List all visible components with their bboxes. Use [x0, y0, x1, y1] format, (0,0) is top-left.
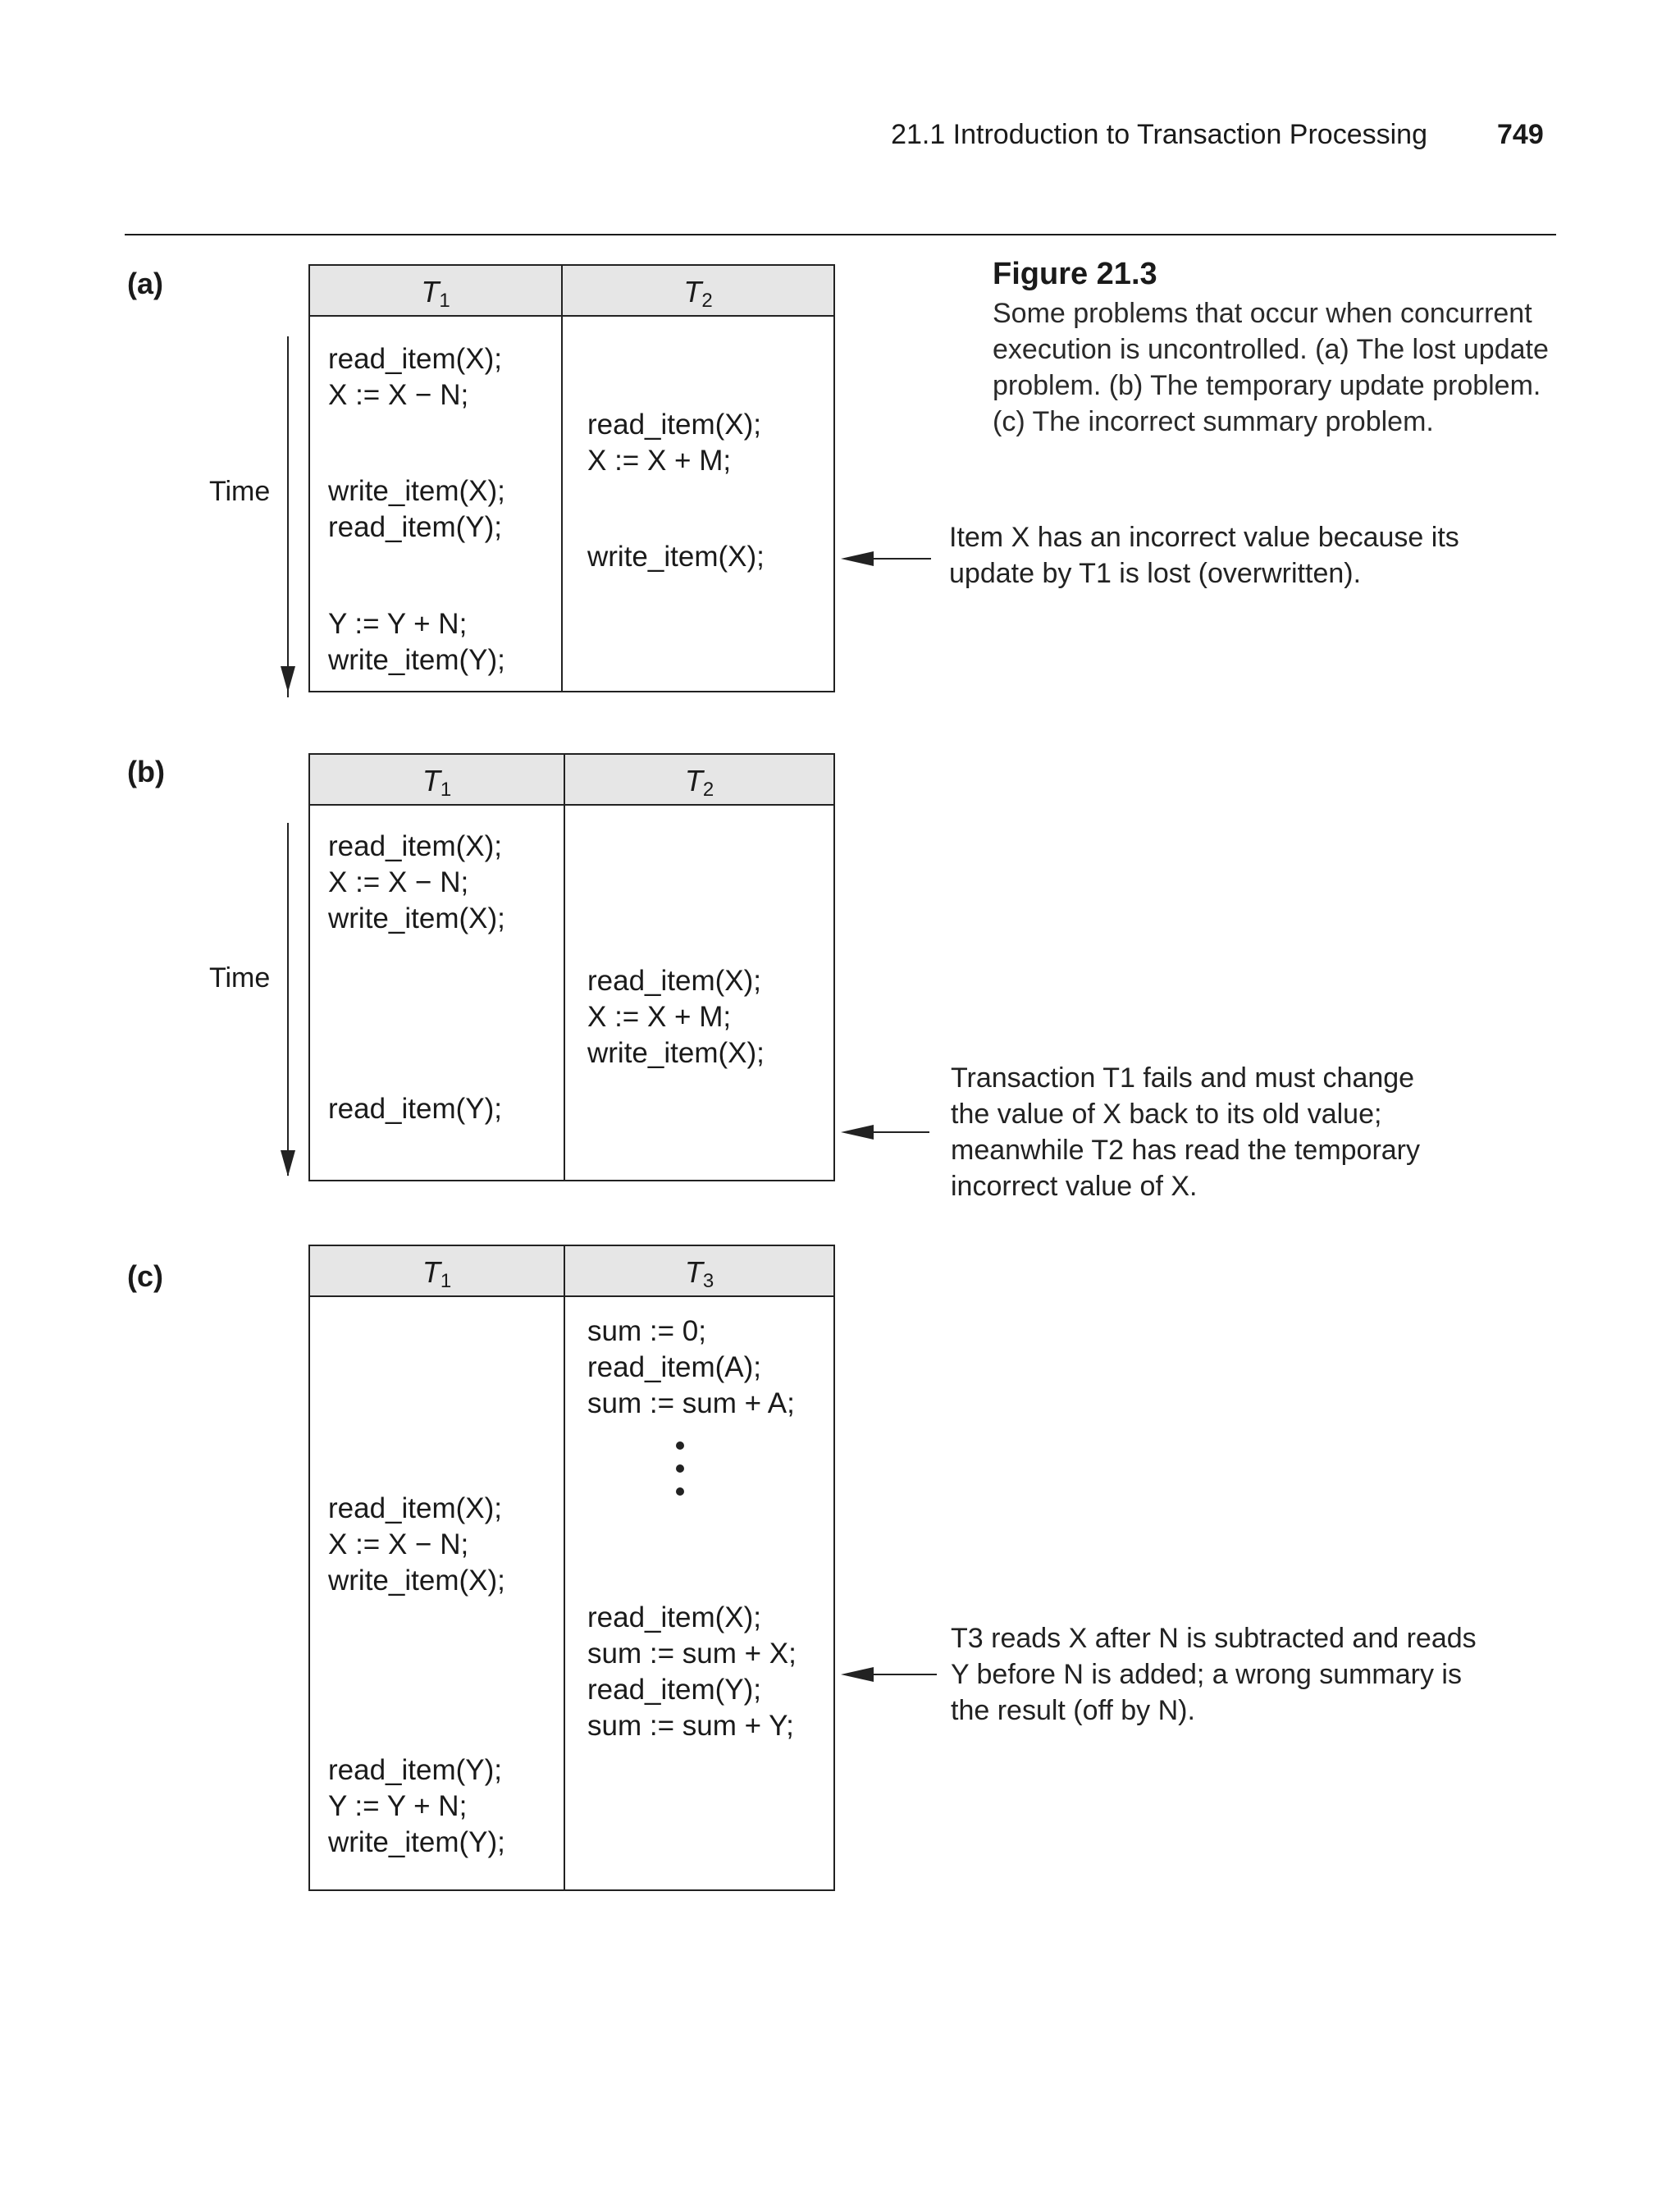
panel-b-time-label: Time: [209, 962, 271, 994]
panel-c-pointer-arrowhead: [841, 1667, 874, 1682]
panel-b-header-t2: $T_2$: [684, 764, 714, 801]
panel-b-label: (b): [127, 755, 165, 788]
panel-c-t1-ops-1: read_item(X); X := X − N; write_item(X);: [328, 1492, 505, 1597]
panel-b-t2-ops-1: read_item(X); X := X + M; write_item(X);: [587, 965, 765, 1069]
panel-a-time-arrowhead: [281, 666, 295, 692]
panel-a-label: (a): [127, 267, 163, 300]
ellipsis-dot: [676, 1441, 684, 1450]
panel-a-t2-ops-2: write_item(X);: [587, 541, 765, 573]
panel-b-schedule-table: [308, 753, 835, 1181]
running-title: 21.1 Introduction to Transaction Processing: [891, 119, 1427, 150]
panel-c-schedule-table: [308, 1245, 835, 1891]
panel-c-column-divider: [564, 1246, 565, 1889]
figure-title: Figure 21.3: [993, 257, 1157, 291]
panel-b-time-arrowhead: [281, 1150, 295, 1176]
panel-a-t1-ops-1: read_item(X); X := X − N;: [328, 343, 503, 411]
panel-a-pointer-arrowhead: [841, 551, 874, 566]
panel-c-t1-ops-2: read_item(Y); Y := Y + N; write_item(Y);: [328, 1754, 505, 1858]
panel-b-column-divider: [564, 755, 565, 1180]
panel-b-time-axis: [287, 823, 289, 1176]
panel-b-header-t1: $T_1$: [422, 764, 452, 801]
panel-a-t2-ops-1: read_item(X); X := X + M;: [587, 409, 762, 477]
panel-c-header-t3: $T_3$: [684, 1255, 714, 1292]
panel-a-schedule-table: [308, 264, 835, 692]
panel-c-note: T3 reads X after N is subtracted and reads Y before N is added; a wrong summary is the result (off by N).: [951, 1623, 1477, 1726]
ellipsis-dot: [676, 1464, 684, 1473]
panel-a-column-divider: [561, 266, 563, 691]
figure-caption: Some problems that occur when concurrent execution is uncontrolled. (a) The lost update problem. (b) The temporary update problem. (c) The incorrect summary problem.: [993, 298, 1549, 437]
header-rule: [125, 234, 1556, 235]
panel-a-note: Item X has an incorrect value because its update by T1 is lost (overwritten).: [949, 522, 1459, 589]
panel-b-note: Transaction T1 fails and must change the value of X back to its old value; meanwhile T2 has read the temporary incorrect value of X.: [951, 1062, 1421, 1202]
panel-a-time-label: Time: [209, 476, 271, 507]
panel-b-pointer-arrowhead: [841, 1125, 874, 1140]
panel-b-t1-ops-2: read_item(Y);: [328, 1093, 503, 1125]
panel-c-t3-ops-2: read_item(X); sum := sum + X; read_item(Y); sum := sum + Y;: [587, 1601, 797, 1742]
panel-a-header-t2: $T_2$: [683, 275, 713, 312]
panel-a-t1-ops-2: write_item(X); read_item(Y);: [328, 475, 505, 543]
panel-b-t1-ops-1: read_item(X); X := X − N; write_item(X);: [328, 830, 505, 934]
panel-a-time-axis: [287, 336, 289, 697]
panel-a-header-t1: $T_1$: [421, 275, 450, 312]
panel-c-header-t1: $T_1$: [422, 1255, 452, 1292]
panel-a-t1-ops-3: Y := Y + N; write_item(Y);: [328, 608, 505, 676]
panel-c-t3-ops-1: sum := 0; read_item(A); sum := sum + A;: [587, 1315, 795, 1419]
ellipsis-dot: [676, 1487, 684, 1496]
panel-c-label: (c): [127, 1259, 163, 1293]
page-number: 749: [1497, 119, 1544, 150]
